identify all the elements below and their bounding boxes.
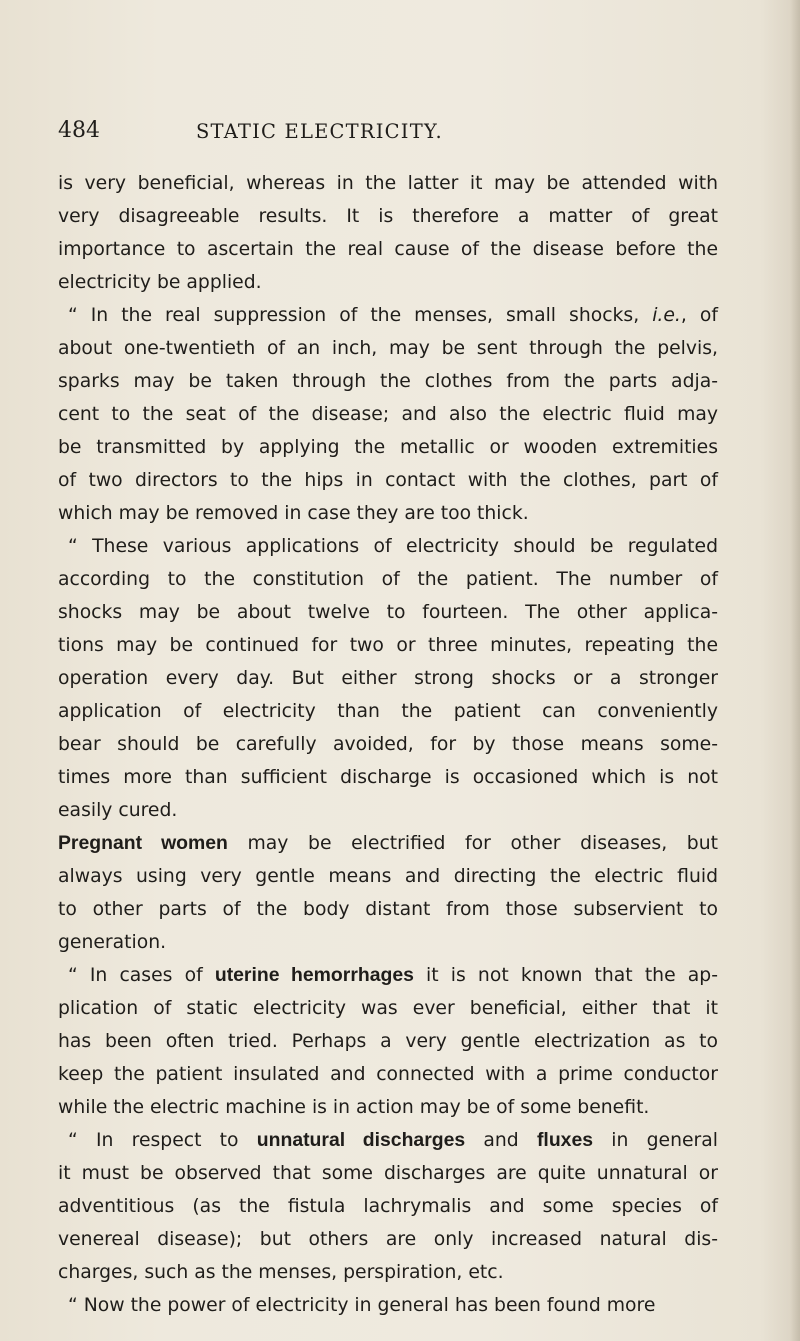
- text-line: be transmitted by applying the metallic or wooden extremities: [58, 437, 718, 458]
- bold-term-unnatural-discharges: unnatural discharges: [256, 1129, 466, 1151]
- text-run: , of: [680, 305, 718, 326]
- text-line: adventitious (as the fistula lachrymalis and some species of: [58, 1196, 718, 1217]
- text-line: charges, such as the menses, perspiration, etc.: [58, 1262, 504, 1283]
- text-line: tions may be continued for two or three minutes, repeating the: [58, 635, 718, 656]
- text-run: “ In the real suppression of the menses, small shocks,: [68, 305, 653, 326]
- body-text: [58, 167, 718, 1322]
- text-run: it is not known that the ap-: [413, 965, 718, 986]
- text-line: importance to ascertain the real cause of the disease before the: [58, 239, 718, 260]
- bold-term-pregnant-women: Pregnant women: [58, 832, 228, 854]
- text-line: operation every day. But either strong shocks or a stronger: [58, 668, 718, 689]
- paragraph-start: [58, 299, 718, 332]
- text-run: and: [465, 1130, 537, 1151]
- text-line: electricity be applied.: [58, 272, 262, 293]
- text-line: while the electric machine is in action may be of some benefit.: [58, 1097, 650, 1118]
- text-run: “ In cases of: [68, 965, 215, 986]
- text-line: it must be observed that some discharges are quite unnatural or: [58, 1163, 718, 1184]
- text-line: has been often tried. Perhaps a very gentle electrization as to: [58, 1031, 718, 1052]
- page-edge-shadow: [790, 0, 800, 1341]
- bold-term-uterine-hemorrhages: uterine hemorrhages: [214, 964, 414, 986]
- paragraph-start: “ These various applications of electricity should be regulated: [68, 536, 718, 557]
- page-number: 484: [58, 118, 100, 143]
- text-line: bear should be carefully avoided, for by those means some-: [58, 734, 718, 755]
- text-line: generation.: [58, 932, 167, 953]
- paragraph-start: [58, 959, 718, 992]
- running-head: [58, 118, 718, 148]
- text-line: of two directors to the hips in contact with the clothes, part of: [58, 470, 718, 491]
- text-line: cent to the seat of the disease; and also the electric fluid may: [58, 404, 718, 425]
- text-line: very disagreeable results. It is therefore a matter of great: [58, 206, 718, 227]
- text-line: application of electricity than the patient can conveniently: [58, 701, 718, 722]
- text-line: shocks may be about twelve to fourteen. The other applica-: [58, 602, 718, 623]
- paragraph-start: [58, 1124, 718, 1157]
- text-line: times more than sufficient discharge is occasioned which is not: [58, 767, 718, 788]
- text-line: according to the constitution of the patient. The number of: [58, 569, 718, 590]
- text-line: keep the patient insulated and connected with a prime conductor: [58, 1064, 718, 1085]
- bold-term-fluxes: fluxes: [536, 1129, 594, 1151]
- text-line: easily cured.: [58, 800, 178, 821]
- paragraph-start: [58, 827, 718, 860]
- paragraph-start: “ Now the power of electricity in general has been found more: [68, 1295, 656, 1316]
- text-line: is very beneficial, whereas in the latter it may be attended with: [58, 173, 718, 194]
- text-run: “ In respect to: [68, 1130, 257, 1151]
- text-line: about one-twentieth of an inch, may be sent through the pelvis,: [58, 338, 718, 359]
- text-line: always using very gentle means and directing the electric fluid: [58, 866, 718, 887]
- text-line: sparks may be taken through the clothes from the parts adja-: [58, 371, 718, 392]
- running-title: STATIC ELECTRICITY.: [196, 120, 443, 143]
- text-line: plication of static electricity was ever beneficial, either that it: [58, 998, 718, 1019]
- text-line: venereal disease); but others are only increased natural dis-: [58, 1229, 718, 1250]
- text-line: which may be removed in case they are too thick.: [58, 503, 529, 524]
- text-run: in general: [593, 1130, 718, 1151]
- text-run: may be electrified for other diseases, but: [227, 833, 718, 854]
- text-line: to other parts of the body distant from those subservient to: [58, 899, 718, 920]
- italic-abbreviation: i.e.: [652, 305, 681, 326]
